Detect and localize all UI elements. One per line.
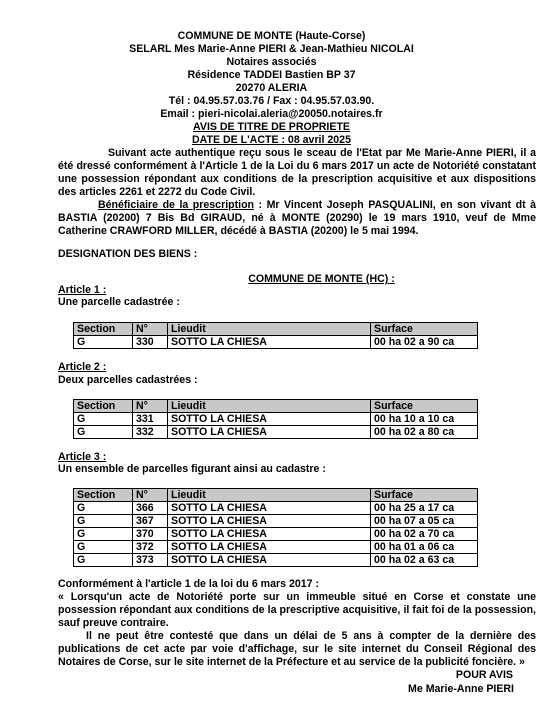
article-2-title: Article 2 : [58, 361, 107, 373]
header-surface: Surface [371, 323, 478, 336]
beneficiaire-label: Bénéficiaire de la prescription [98, 199, 255, 211]
cell-section: G [74, 515, 133, 528]
date-acte-text: DATE DE L'ACTE : 08 avril 2025 [192, 134, 351, 146]
cell-lieudit: SOTTO LA CHIESA [168, 541, 371, 554]
phone-fax: Tél : 04.95.57.03.76 / Fax : 04.95.57.03.90. [168, 95, 375, 107]
beneficiaire-text: : Mr Vincent Joseph PASQUALINI, en son vivant dt à BASTIA (20200) 7 Bis Bd GIRAUD, né à MONTE (20290) le 19 mars 1910, veuf de Mme Catherine CRAWFORD MILLER, décédé à BASTIA (20200) le 5 mai 1994. [58, 199, 537, 238]
cell-lieudit: SOTTO LA CHIESA [168, 554, 371, 567]
email-label: Email : [160, 108, 196, 120]
signature-name: Me Marie-Anne PIERI [408, 683, 514, 695]
cell-section: G [74, 554, 133, 567]
header-surface: Surface [371, 400, 478, 413]
cell-surface: 00 ha 10 a 10 ca [371, 413, 478, 426]
header-surface: Surface [371, 489, 478, 502]
article-1-desc: Une parcelle cadastrée : [58, 296, 180, 308]
cell-lieudit: SOTTO LA CHIESA [168, 336, 371, 349]
article-3-table [73, 488, 478, 567]
header-numero: N° [133, 323, 168, 336]
avis-title [0, 121, 543, 134]
article-3-title: Article 3 : [58, 451, 107, 463]
email-line [0, 108, 543, 121]
avis-title-text: AVIS DE TITRE DE PROPRIETE [193, 121, 350, 133]
table-row [74, 541, 478, 554]
table-row [74, 336, 478, 349]
cell-lieudit: SOTTO LA CHIESA [168, 528, 371, 541]
commune-title-text: COMMUNE DE MONTE (HC) : [248, 273, 395, 285]
cell-lieudit: SOTTO LA CHIESA [168, 426, 371, 439]
header-section: Section [74, 400, 133, 413]
cell-numero: 367 [133, 515, 168, 528]
article-2-desc: Deux parcelles cadastrées : [58, 374, 198, 386]
cell-lieudit: SOTTO LA CHIESA [168, 515, 371, 528]
cell-numero: 370 [133, 528, 168, 541]
cell-numero: 332 [133, 426, 168, 439]
cell-surface: 00 ha 02 a 80 ca [371, 426, 478, 439]
table-header-row [74, 489, 478, 502]
cell-section: G [74, 336, 133, 349]
conformement-line: Conformément à l'article 1 de la loi du 6 mars 2017 : [58, 578, 319, 590]
designation-title: DESIGNATION DES BIENS : [58, 248, 198, 260]
pour-avis: POUR AVIS [455, 669, 513, 681]
table-row [74, 554, 478, 567]
cell-surface: 00 ha 01 a 06 ca [371, 541, 478, 554]
beneficiaire-paragraph [58, 199, 536, 238]
cell-surface: 00 ha 07 a 05 ca [371, 515, 478, 528]
header-numero: N° [133, 489, 168, 502]
residence-address: Résidence TADDEI Bastien BP 37 [187, 69, 356, 81]
cell-numero: 330 [133, 336, 168, 349]
cell-numero: 331 [133, 413, 168, 426]
header-section: Section [74, 323, 133, 336]
cell-lieudit: SOTTO LA CHIESA [168, 502, 371, 515]
cell-lieudit: SOTTO LA CHIESA [168, 413, 371, 426]
cell-numero: 372 [133, 541, 168, 554]
city-address: 20270 ALERIA [235, 82, 308, 94]
cell-section: G [74, 541, 133, 554]
table-header-row [74, 323, 478, 336]
quote-paragraph: « Lorsqu'un acte de Notoriété porte sur un immeuble situé en Corse et constate une possession répondant aux conditions de la prescriptive acquisitive, il fait foi de la possession, sauf preuve contraire. [58, 591, 536, 630]
cell-section: G [74, 413, 133, 426]
article-2-table [73, 399, 478, 439]
cell-surface: 00 ha 02 a 70 ca [371, 528, 478, 541]
article-1-title: Article 1 : [58, 284, 107, 296]
cell-section: G [74, 426, 133, 439]
table-row [74, 426, 478, 439]
article-3-desc: Un ensemble de parcelles figurant ainsi au cadastre : [58, 463, 326, 475]
cell-surface: 00 ha 25 a 17 ca [371, 502, 478, 515]
cell-section: G [74, 502, 133, 515]
email-address: pieri-nicolai.aleria@20050.notaires.fr [198, 108, 383, 120]
table-row [74, 413, 478, 426]
header-lieudit: Lieudit [168, 489, 371, 502]
table-row [74, 528, 478, 541]
contest-paragraph: Il ne peut être contesté que dans un délai de 5 ans à compter de la dernière des publications de cet acte par voie d'affichage, sur le site internet du Conseil Régional des Notaires de Corse, sur le site internet de la Préfecture et au service de la publicité foncière. » [58, 630, 536, 669]
cell-numero: 373 [133, 554, 168, 567]
header-numero: N° [133, 400, 168, 413]
commune-header: COMMUNE DE MONTE (Haute-Corse) [177, 30, 366, 42]
cell-numero: 366 [133, 502, 168, 515]
header-lieudit: Lieudit [168, 400, 371, 413]
cell-section: G [74, 528, 133, 541]
header-section: Section [74, 489, 133, 502]
header-lieudit: Lieudit [168, 323, 371, 336]
intro-paragraph: Suivant acte authentique reçu sous le sceau de l'Etat par Me Marie-Anne PIERI, il a été dressé conformément à l'Article 1 de la Loi du 6 mars 2017 un acte de Notoriété constatant une possession répondant aux conditions de la prescription acquisitive et aux dispositions des articles 2261 et 2272 du Code Civil. [58, 147, 536, 199]
article-1-table [73, 322, 478, 349]
table-header-row [74, 400, 478, 413]
commune-title [50, 273, 543, 286]
date-acte [0, 134, 543, 147]
cell-surface: 00 ha 02 a 63 ca [371, 554, 478, 567]
notaires-associes: Notaires associés [226, 56, 317, 68]
cell-surface: 00 ha 02 a 90 ca [371, 336, 478, 349]
table-row [74, 502, 478, 515]
table-row [74, 515, 478, 528]
selarl-name: SELARL Mes Marie-Anne PIERI & Jean-Mathieu NICOLAI [129, 43, 414, 55]
